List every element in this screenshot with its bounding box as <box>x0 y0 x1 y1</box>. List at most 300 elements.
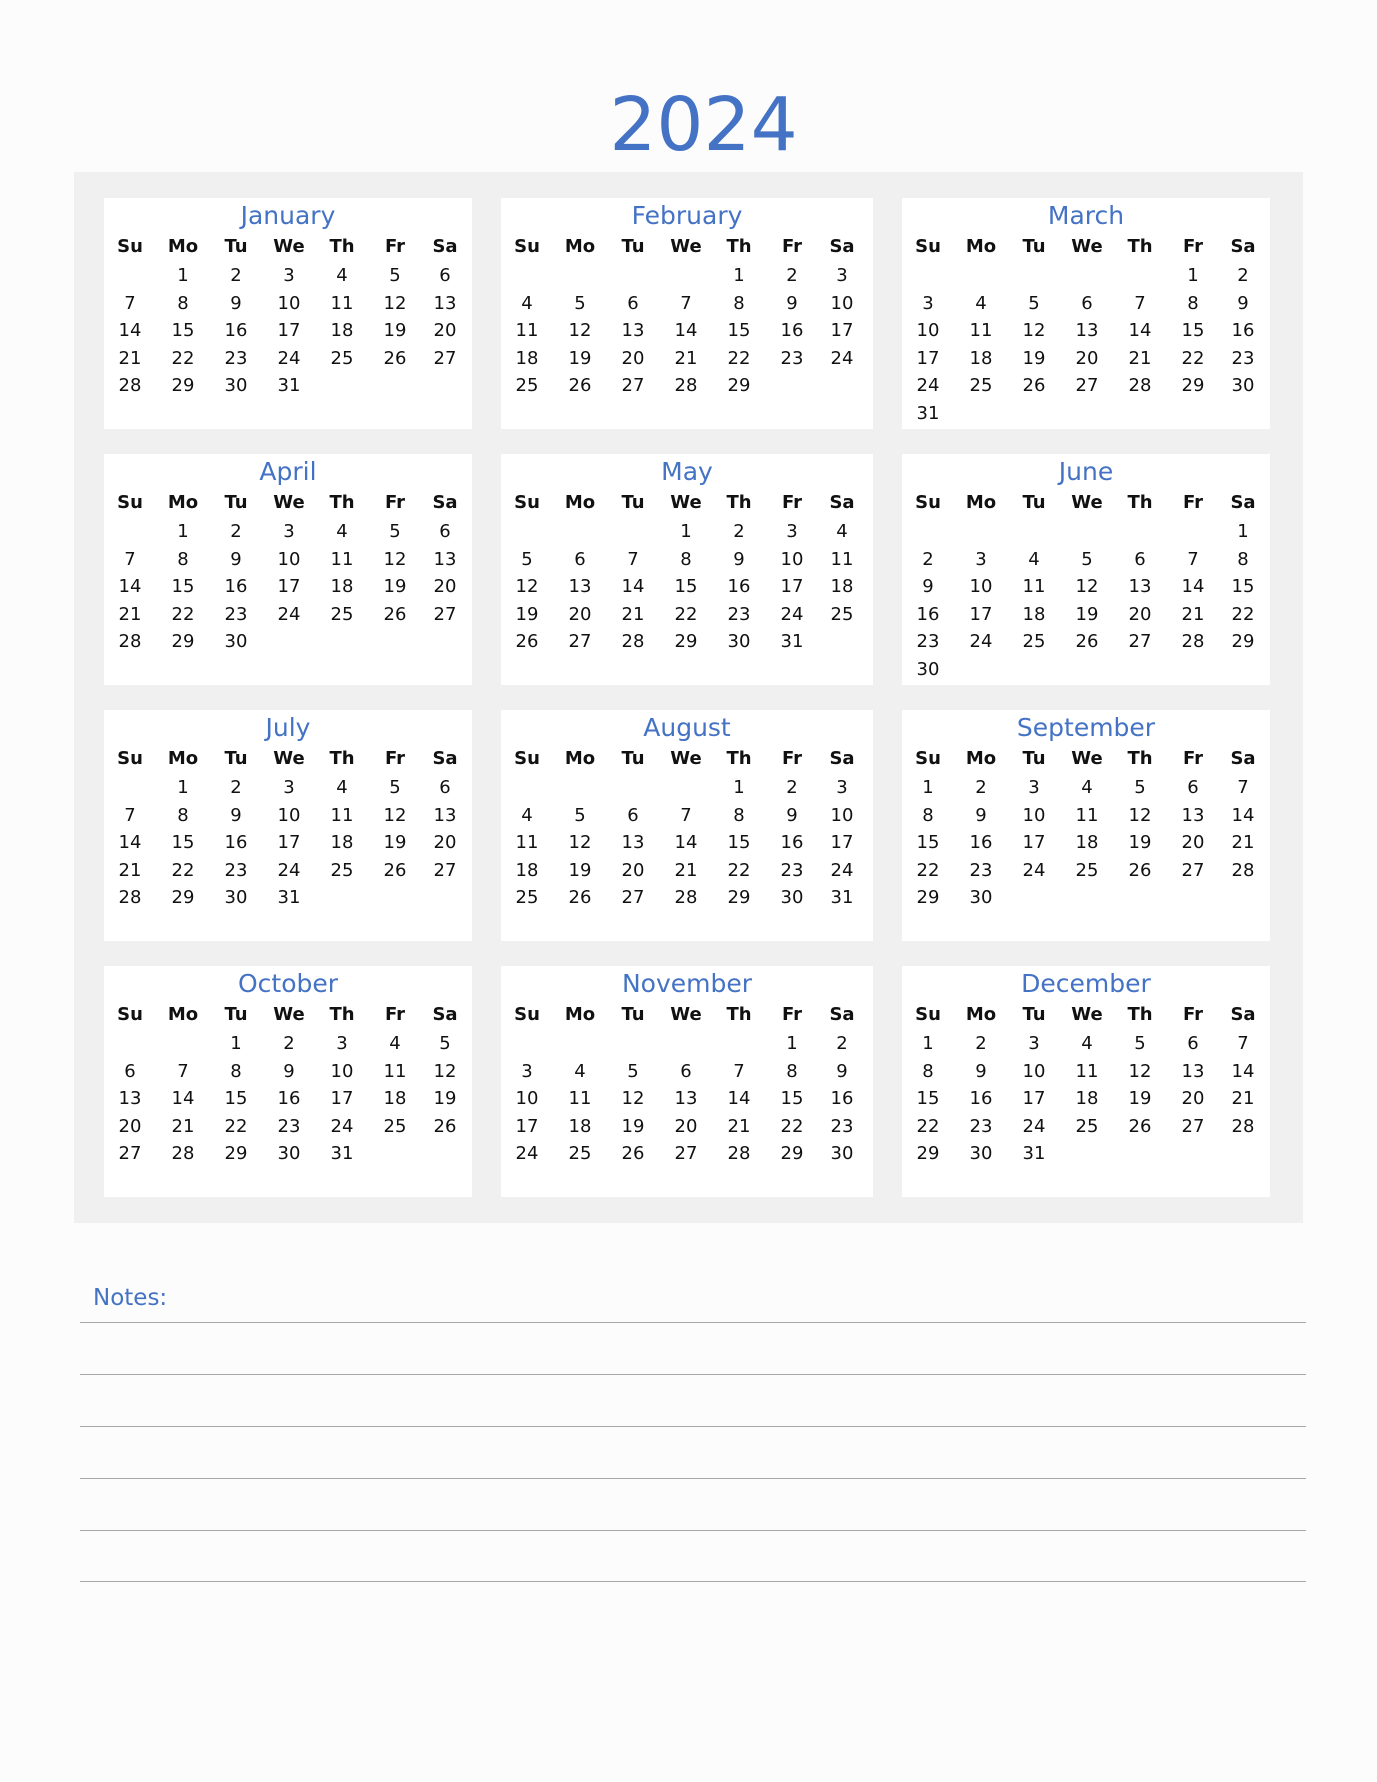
day-cell: 24 <box>780 603 804 625</box>
month-name: June <box>1058 457 1114 486</box>
day-cell: 2 <box>1237 265 1249 286</box>
day-cell: 6 <box>1134 548 1146 570</box>
day-cell: 9 <box>975 804 987 826</box>
day-cell: 11 <box>568 1088 592 1110</box>
week-row <box>104 1030 472 1058</box>
weekday-label: Su <box>514 748 540 769</box>
weekday-label: Fr <box>384 492 406 513</box>
day-cell: 26 <box>383 603 407 625</box>
day-cell: 3 <box>836 265 848 286</box>
week-row <box>902 372 1270 400</box>
weekday-label: We <box>1071 1004 1103 1025</box>
day-cell: 5 <box>521 548 533 570</box>
day-cell: 7 <box>124 804 136 826</box>
day-cell: 13 <box>1181 1060 1205 1082</box>
weekday-label: Mo <box>965 748 997 769</box>
day-cell: 18 <box>568 1115 592 1137</box>
day-cell: 27 <box>433 347 457 369</box>
day-cell: 23 <box>224 603 248 625</box>
day-cell: 3 <box>283 265 295 286</box>
day-cell: 27 <box>1075 375 1099 397</box>
day-cell: 24 <box>1022 859 1046 881</box>
day-cell: 1 <box>230 1033 242 1054</box>
day-cell: 2 <box>836 1033 848 1054</box>
day-cell: 31 <box>830 887 854 909</box>
day-cell: 10 <box>1022 804 1046 826</box>
day-cell: 29 <box>171 631 195 653</box>
day-cell: 1 <box>1187 265 1199 286</box>
day-cell: 16 <box>224 576 248 598</box>
day-cell: 25 <box>515 887 539 909</box>
weekday-label: We <box>670 236 702 257</box>
day-cell: 12 <box>383 548 407 570</box>
day-cell: 21 <box>727 1115 751 1137</box>
week-row <box>501 884 873 912</box>
month-december <box>902 966 1270 1197</box>
weekday-label: Fr <box>1182 236 1204 257</box>
day-cell: 9 <box>283 1060 295 1082</box>
day-cell: 28 <box>674 887 698 909</box>
weekday-label: We <box>273 748 305 769</box>
day-cell: 18 <box>383 1088 407 1110</box>
day-cell: 17 <box>916 347 940 369</box>
day-cell: 28 <box>674 375 698 397</box>
day-cell: 30 <box>727 631 751 653</box>
day-cell: 25 <box>330 603 354 625</box>
day-cell: 16 <box>277 1088 301 1110</box>
day-cell: 27 <box>433 859 457 881</box>
day-cell: 19 <box>1128 1088 1152 1110</box>
day-cell: 9 <box>1237 292 1249 314</box>
week-row <box>902 546 1270 574</box>
day-cell: 31 <box>277 887 301 909</box>
day-cell: 31 <box>916 403 940 424</box>
calendar-grid <box>74 172 1303 1223</box>
day-cell: 27 <box>568 631 592 653</box>
day-cell: 24 <box>330 1115 354 1137</box>
day-cell: 25 <box>515 375 539 397</box>
day-cell: 28 <box>1128 375 1152 397</box>
day-cell: 4 <box>574 1060 586 1082</box>
day-cell: 13 <box>433 292 457 314</box>
day-cell: 18 <box>330 832 354 854</box>
day-cell: 8 <box>680 548 692 570</box>
day-cell: 20 <box>1181 832 1205 854</box>
day-cell: 26 <box>383 347 407 369</box>
day-cell: 16 <box>780 832 804 854</box>
day-cell: 7 <box>680 292 692 314</box>
day-cell: 28 <box>171 1143 195 1165</box>
day-cell: 20 <box>433 576 457 598</box>
day-cell: 25 <box>1075 859 1099 881</box>
day-cell: 8 <box>177 292 189 314</box>
day-cell: 24 <box>515 1143 539 1165</box>
day-cell: 14 <box>1128 320 1152 342</box>
day-cell: 7 <box>124 548 136 570</box>
day-cell: 20 <box>1181 1088 1205 1110</box>
weekday-label: Fr <box>781 236 803 257</box>
day-cell: 13 <box>674 1088 698 1110</box>
week-row <box>104 628 472 656</box>
week-row <box>902 573 1270 601</box>
day-cell: 5 <box>1028 292 1040 314</box>
week-row <box>902 400 1270 428</box>
month-name: July <box>265 713 311 742</box>
month-name: December <box>1021 969 1151 998</box>
day-cell: 8 <box>177 548 189 570</box>
day-cell: 22 <box>727 347 751 369</box>
week-row <box>501 1085 873 1113</box>
day-cell: 10 <box>780 548 804 570</box>
day-cell: 21 <box>118 859 142 881</box>
day-cell: 30 <box>969 1143 993 1165</box>
day-cell: 5 <box>1134 1033 1146 1054</box>
day-cell: 10 <box>830 804 854 826</box>
weekday-label: Mo <box>965 1004 997 1025</box>
day-cell: 23 <box>224 859 248 881</box>
day-cell: 30 <box>224 631 248 653</box>
day-cell: 6 <box>627 804 639 826</box>
weekday-label: Mo <box>965 236 997 257</box>
day-cell: 15 <box>916 832 940 854</box>
day-cell: 22 <box>171 347 195 369</box>
day-cell: 5 <box>389 777 401 798</box>
day-cell: 3 <box>283 777 295 798</box>
weekday-label: Mo <box>167 748 199 769</box>
day-cell: 8 <box>1237 548 1249 570</box>
day-cell: 24 <box>277 603 301 625</box>
day-cell: 1 <box>922 1033 934 1054</box>
day-cell: 15 <box>727 832 751 854</box>
day-cell: 3 <box>1028 1033 1040 1054</box>
day-cell: 1 <box>1237 521 1249 542</box>
note-line <box>80 1374 1306 1375</box>
day-cell: 1 <box>733 265 745 286</box>
day-cell: 26 <box>1075 631 1099 653</box>
day-cell: 21 <box>118 347 142 369</box>
week-row <box>501 518 873 546</box>
weekday-label: Fr <box>781 748 803 769</box>
day-cell: 19 <box>621 1115 645 1137</box>
week-row <box>902 802 1270 830</box>
week-row <box>902 857 1270 885</box>
day-cell: 5 <box>1134 777 1146 798</box>
day-cell: 16 <box>780 320 804 342</box>
weekday-label: We <box>273 492 305 513</box>
day-cell: 10 <box>277 804 301 826</box>
day-cell: 23 <box>277 1115 301 1137</box>
day-cell: 2 <box>230 265 242 286</box>
week-row <box>501 262 873 290</box>
weekday-label: Th <box>1127 236 1153 257</box>
day-cell: 29 <box>916 1143 940 1165</box>
week-row <box>104 857 472 885</box>
day-cell: 22 <box>916 859 940 881</box>
weekday-label: We <box>670 748 702 769</box>
day-cell: 6 <box>439 777 451 798</box>
day-cell: 7 <box>1187 548 1199 570</box>
day-cell: 28 <box>727 1143 751 1165</box>
weekday-label: Fr <box>384 1004 406 1025</box>
weekday-label: Tu <box>621 236 645 257</box>
day-cell: 4 <box>389 1033 401 1054</box>
day-cell: 5 <box>389 265 401 286</box>
day-cell: 15 <box>1231 576 1255 598</box>
weekday-header-row <box>501 745 873 773</box>
day-cell: 22 <box>674 603 698 625</box>
day-cell: 16 <box>1231 320 1255 342</box>
day-cell: 29 <box>727 375 751 397</box>
day-cell: 2 <box>975 1033 987 1054</box>
weekday-header-row <box>104 1001 472 1029</box>
week-row <box>902 518 1270 546</box>
day-cell: 7 <box>124 292 136 314</box>
day-cell: 21 <box>621 603 645 625</box>
day-cell: 20 <box>568 603 592 625</box>
weekday-label: Fr <box>1182 492 1204 513</box>
day-cell: 3 <box>975 548 987 570</box>
day-cell: 9 <box>836 1060 848 1082</box>
week-row <box>501 628 873 656</box>
day-cell: 17 <box>830 320 854 342</box>
day-cell: 29 <box>171 375 195 397</box>
day-cell: 22 <box>171 603 195 625</box>
day-cell: 8 <box>786 1060 798 1082</box>
day-cell: 4 <box>836 521 848 542</box>
day-cell: 18 <box>830 576 854 598</box>
week-row <box>104 1140 472 1168</box>
weekday-label: Tu <box>1022 492 1046 513</box>
day-cell: 14 <box>118 576 142 598</box>
day-cell: 7 <box>680 804 692 826</box>
day-cell: 27 <box>674 1143 698 1165</box>
day-cell: 12 <box>515 576 539 598</box>
weekday-label: Su <box>915 492 941 513</box>
day-cell: 28 <box>1231 1115 1255 1137</box>
month-name: May <box>661 457 713 486</box>
day-cell: 14 <box>1231 804 1255 826</box>
weekday-label: Su <box>915 1004 941 1025</box>
day-cell: 29 <box>780 1143 804 1165</box>
day-cell: 9 <box>922 576 934 598</box>
day-cell: 15 <box>171 320 195 342</box>
day-cell: 5 <box>574 292 586 314</box>
week-row <box>902 1030 1270 1058</box>
day-cell: 4 <box>336 265 348 286</box>
day-cell: 13 <box>1128 576 1152 598</box>
day-cell: 12 <box>1128 804 1152 826</box>
weekday-label: Tu <box>1022 236 1046 257</box>
weekday-label: We <box>1071 236 1103 257</box>
day-cell: 11 <box>969 320 993 342</box>
week-row <box>501 345 873 373</box>
weekday-label: Su <box>514 1004 540 1025</box>
day-cell: 12 <box>1128 1060 1152 1082</box>
day-cell: 4 <box>521 292 533 314</box>
day-cell: 10 <box>515 1088 539 1110</box>
day-cell: 9 <box>975 1060 987 1082</box>
day-cell: 20 <box>433 832 457 854</box>
day-cell: 16 <box>224 320 248 342</box>
day-cell: 15 <box>171 832 195 854</box>
day-cell: 18 <box>330 576 354 598</box>
month-name: September <box>1016 713 1156 742</box>
month-may <box>501 454 873 685</box>
weekday-label: Tu <box>621 492 645 513</box>
day-cell: 29 <box>1231 631 1255 653</box>
weekday-header-row <box>902 233 1270 261</box>
note-line <box>80 1426 1306 1427</box>
day-cell: 6 <box>1187 777 1199 798</box>
day-cell: 24 <box>916 375 940 397</box>
weekday-label: We <box>670 1004 702 1025</box>
day-cell: 22 <box>1231 603 1255 625</box>
weekday-label: We <box>1071 492 1103 513</box>
day-cell: 18 <box>1075 832 1099 854</box>
day-cell: 7 <box>733 1060 745 1082</box>
day-cell: 31 <box>330 1143 354 1165</box>
day-cell: 19 <box>433 1088 457 1110</box>
day-cell: 17 <box>780 576 804 598</box>
day-cell: 27 <box>1181 1115 1205 1137</box>
day-cell: 16 <box>224 832 248 854</box>
week-row <box>104 573 472 601</box>
day-cell: 6 <box>124 1060 136 1082</box>
note-line <box>80 1478 1306 1479</box>
weekday-label: Fr <box>1182 748 1204 769</box>
week-row <box>104 884 472 912</box>
week-row <box>902 262 1270 290</box>
day-cell: 19 <box>1075 603 1099 625</box>
day-cell: 12 <box>383 292 407 314</box>
day-cell: 11 <box>383 1060 407 1082</box>
month-april <box>104 454 472 685</box>
day-cell: 23 <box>780 859 804 881</box>
day-cell: 28 <box>621 631 645 653</box>
month-name: April <box>259 457 317 486</box>
weekday-label: Th <box>1127 1004 1153 1025</box>
weekday-label: Th <box>1127 748 1153 769</box>
weekday-label: Th <box>726 748 752 769</box>
day-cell: 5 <box>1081 548 1093 570</box>
week-row <box>501 546 873 574</box>
day-cell: 4 <box>1081 777 1093 798</box>
day-cell: 26 <box>1022 375 1046 397</box>
day-cell: 23 <box>916 631 940 653</box>
day-cell: 16 <box>916 603 940 625</box>
day-cell: 28 <box>1181 631 1205 653</box>
day-cell: 11 <box>330 804 354 826</box>
day-cell: 31 <box>1022 1143 1046 1165</box>
week-row <box>902 1140 1270 1168</box>
day-cell: 2 <box>922 548 934 570</box>
weekday-label: Mo <box>965 492 997 513</box>
day-cell: 7 <box>177 1060 189 1082</box>
day-cell: 30 <box>1231 375 1255 397</box>
day-cell: 19 <box>383 832 407 854</box>
day-cell: 21 <box>1181 603 1205 625</box>
day-cell: 1 <box>177 521 189 542</box>
week-row <box>104 1085 472 1113</box>
weekday-label: Th <box>1127 492 1153 513</box>
day-cell: 27 <box>1128 631 1152 653</box>
day-cell: 12 <box>568 320 592 342</box>
day-cell: 10 <box>277 548 301 570</box>
week-row <box>104 546 472 574</box>
week-row <box>501 829 873 857</box>
day-cell: 8 <box>733 292 745 314</box>
day-cell: 18 <box>969 347 993 369</box>
day-cell: 15 <box>916 1088 940 1110</box>
day-cell: 14 <box>674 320 698 342</box>
weekday-label: Sa <box>432 492 458 513</box>
weekday-label: Tu <box>621 1004 645 1025</box>
weekday-label: Sa <box>829 236 855 257</box>
week-row <box>104 1113 472 1141</box>
weekday-label: Mo <box>564 1004 596 1025</box>
month-name: October <box>237 969 339 998</box>
day-cell: 6 <box>680 1060 692 1082</box>
day-cell: 8 <box>177 804 189 826</box>
day-cell: 2 <box>230 777 242 798</box>
day-cell: 4 <box>336 777 348 798</box>
day-cell: 7 <box>1237 777 1249 798</box>
week-row <box>501 857 873 885</box>
day-cell: 9 <box>786 292 798 314</box>
weekday-header-row <box>501 1001 873 1029</box>
week-row <box>501 372 873 400</box>
weekday-label: Su <box>514 236 540 257</box>
day-cell: 8 <box>230 1060 242 1082</box>
day-cell: 29 <box>727 887 751 909</box>
weekday-label: Fr <box>384 748 406 769</box>
week-row <box>902 656 1270 684</box>
month-name: March <box>1047 201 1125 230</box>
day-cell: 17 <box>969 603 993 625</box>
day-cell: 16 <box>969 1088 993 1110</box>
week-row <box>902 774 1270 802</box>
day-cell: 22 <box>727 859 751 881</box>
day-cell: 14 <box>118 320 142 342</box>
day-cell: 3 <box>786 521 798 542</box>
day-cell: 25 <box>1022 631 1046 653</box>
day-cell: 7 <box>1134 292 1146 314</box>
week-row <box>104 802 472 830</box>
day-cell: 3 <box>836 777 848 798</box>
weekday-label: Mo <box>564 236 596 257</box>
day-cell: 26 <box>1128 859 1152 881</box>
day-cell: 14 <box>621 576 645 598</box>
weekday-label: Su <box>117 236 143 257</box>
day-cell: 29 <box>674 631 698 653</box>
day-cell: 15 <box>727 320 751 342</box>
day-cell: 4 <box>1081 1033 1093 1054</box>
day-cell: 29 <box>1181 375 1205 397</box>
weekday-label: Tu <box>224 1004 248 1025</box>
week-row <box>501 1030 873 1058</box>
day-cell: 10 <box>830 292 854 314</box>
day-cell: 12 <box>1075 576 1099 598</box>
day-cell: 11 <box>830 548 854 570</box>
day-cell: 21 <box>1128 347 1152 369</box>
day-cell: 17 <box>277 576 301 598</box>
day-cell: 25 <box>830 603 854 625</box>
day-cell: 12 <box>568 832 592 854</box>
weekday-label: Sa <box>432 1004 458 1025</box>
weekday-label: We <box>273 1004 305 1025</box>
day-cell: 19 <box>515 603 539 625</box>
day-cell: 22 <box>780 1115 804 1137</box>
